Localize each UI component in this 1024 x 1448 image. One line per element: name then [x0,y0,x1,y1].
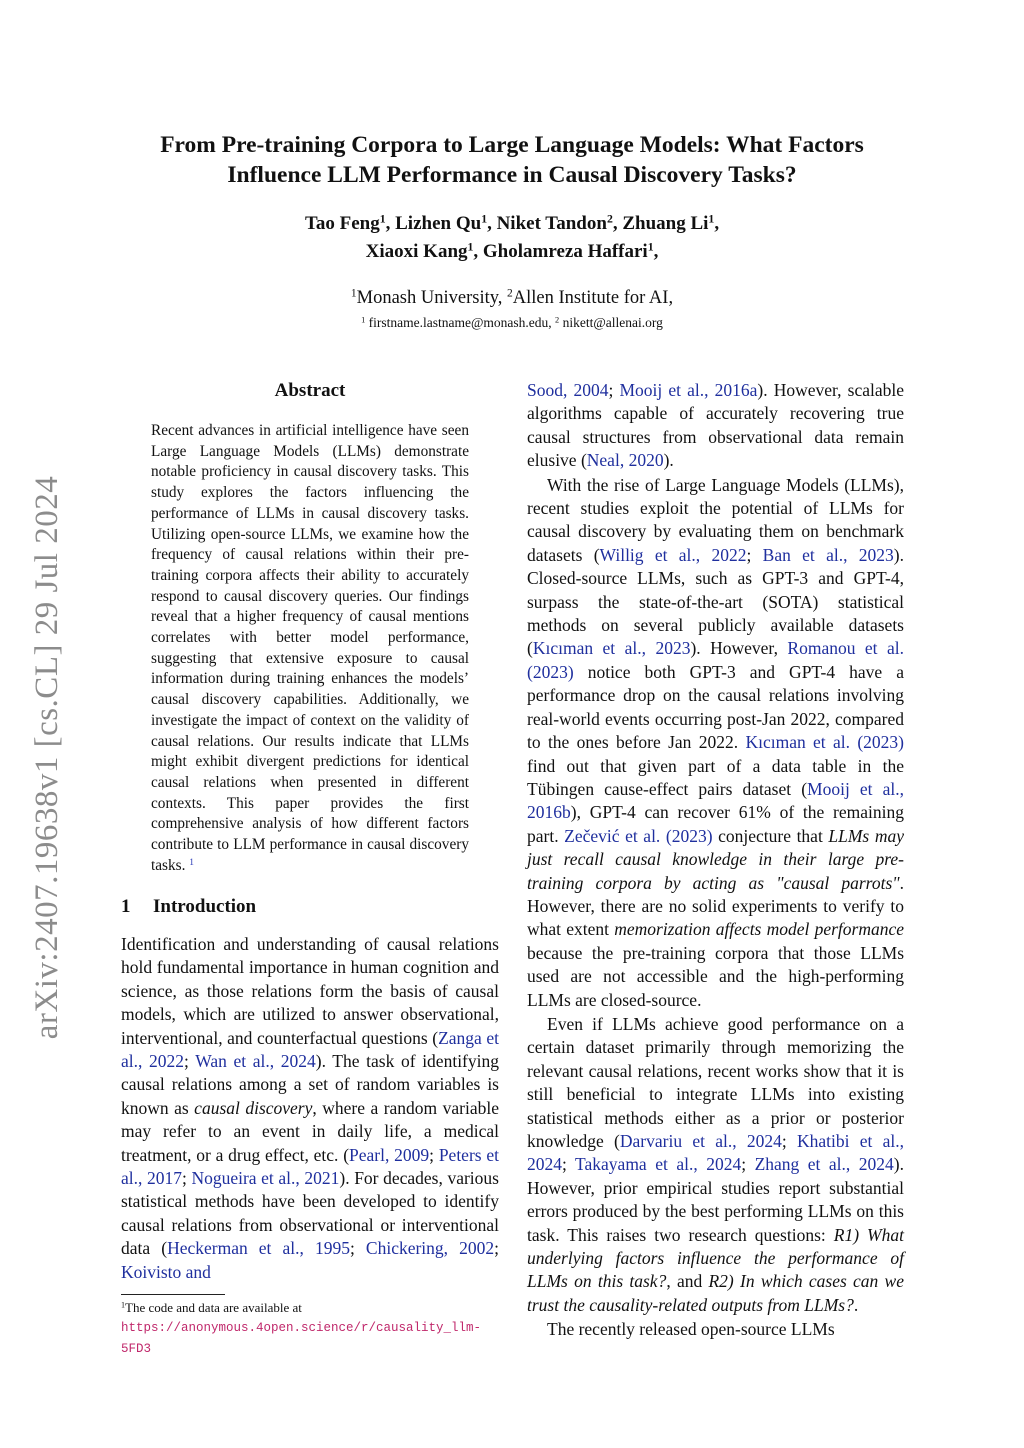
section-heading-introduction [121,894,501,920]
affiliation-1: Monash University, [356,288,508,308]
author-name: Niket Tandon [496,213,607,234]
citation-link[interactable]: Mooij et al., 2016a [619,380,758,400]
body-text: ; [562,1154,576,1175]
abstract-body [151,421,469,876]
body-text: . However, there are no solid experiments to verify to what extent [527,872,904,940]
body-text: ; [429,1144,439,1165]
footnote-text: The code and data are available at [125,1300,302,1315]
email-2: nikett@allenai.org [559,315,663,330]
emphasis-text: causal discovery [194,1097,313,1118]
citation-link[interactable]: Pearl, 2009 [349,1144,430,1165]
author-affil-mark: 1 [647,240,654,254]
author-name: Zhuang Li [622,213,709,234]
body-text: ). For decades, various statistical methods have been developed to identify causal relations from observational or interventional data ( [121,1168,499,1259]
citation-link[interactable]: Willig et al., 2022 [599,544,747,565]
emphasis-text: R1) What underlying factors influence the performance of LLMs on this task? [527,1224,904,1292]
author-affil-mark: 2 [606,212,613,226]
body-text: find out that given part of a data table in the Tübingen cause-effect pairs dataset ( [527,755,904,799]
author-name: Tao Feng [304,213,380,234]
introduction-right-column [527,379,904,1343]
citation-link[interactable]: Nogueira et al., 2021 [191,1168,340,1189]
affiliation-2: Allen Institute for AI, [512,288,674,308]
email-mark: 2 [555,315,560,325]
footnote-url-link[interactable]: https://anonymous.4open.science/r/causality_llm-5FD3 [121,1321,482,1356]
body-text: ; [349,1238,366,1259]
contact-emails [120,313,904,333]
author-affil-mark: 1 [467,240,474,254]
abstract-heading: Abstract [274,380,346,401]
email-1: firstname.lastname@monash.edu, [365,315,556,330]
body-text: Even if LLMs achieve good performance on a certain dataset primarily through memorizing the relevant causal relations, recent works show that it is still beneficial to integrate LLMs into existing statistical methods either as a prior or posterior knowledge ( [527,1013,904,1151]
body-text: . [853,1294,859,1315]
body-text: ). However, [690,638,788,659]
citation-link[interactable]: Khatibi et al., 2024 [527,1131,904,1175]
citation-link[interactable]: Chickering, 2002 [365,1238,495,1259]
emphasis-text: memorization affects model performance [614,919,904,940]
citation-link[interactable]: Wan et al., 2024 [195,1051,316,1072]
section-number: 1 [121,896,131,917]
citation-link[interactable]: Darvariu et al., 2024 [619,1131,782,1151]
body-text: because the pre-training corpora that those LLMs used are not accessible and the high-performing LLMs are closed-source. [527,942,904,1010]
body-text: Identification and understanding of causal relations hold fundamental importance in human cognition and science, as those relations form the basis of causal models, which are utilized to answer observational, interventional, and counterfactual questions ( [121,934,499,1048]
affil-mark: 2 [507,287,513,300]
footnote-rule [121,1294,225,1295]
body-text: ). However, scalable algorithms capable of accurately recovering true causal structures from observational data remain elusive ( [527,380,904,471]
body-text: ). The task of identifying causal relations among a set of random variables is known as [121,1051,499,1118]
paragraph [527,1318,904,1341]
body-text: ). Closed-source LLMs, such as GPT-3 and GPT-4, surpass the state-of-the-art (SOTA) statistical methods on several publicly available datasets ( [527,544,904,659]
citation-link[interactable]: Romanou et al. (2023) [527,638,905,682]
body-text: ), GPT-4 can recover 61% of the remaining part. [527,802,904,846]
citation-link[interactable]: Peters et al., 2017 [121,1144,499,1189]
author-line-1: Tao Feng$^1$, Lizhen Qu$^1$, Niket Tandon$^2$, Zhuang Li$^1$, [304,212,720,234]
arxiv-identifier [28,462,68,1052]
body-text: ; [181,1168,192,1189]
author-affil-mark: 1 [481,212,488,226]
abstract-text: Recent advances in artificial intelligence have seen Large Language Models (LLMs) demonstrate notable proficiency in causal discovery tasks. This study explores the factors influencing the performance of LLMs in causal discovery tasks. Utilizing open-source LLMs, we examine how the frequency of causal relations within their pre-training corpora affects their ability to accurately respond to causal discovery queries. Our findings reveal that a higher frequency of causal mentions correlates with better model performance, suggesting that extensive exposure to causal information during training enhances the models’ causal discovery capabilities. Additionally, we investigate the impact of context on the validity of causal relations. Our results indicate that LLMs might exhibit divergent predictions for identical causal relations when presented in different contexts. This paper provides the first comprehensive analysis of how different factors contribute to LLM performance in causal discovery tasks. [151,422,469,874]
body-text: With the rise of Large Language Models (LLMs), recent studies exploit the potential of LLMs for causal discovery by evaluating them on benchmark datasets ( [527,474,904,565]
body-text: ; [184,1051,196,1072]
paragraph [527,379,904,473]
body-text: ; [781,1131,797,1151]
citation-link[interactable]: Zečević et al. (2023) [564,825,713,846]
citation-link[interactable]: Takayama et al., 2024 [575,1154,742,1175]
citation-link[interactable]: Ban et al., 2023 [762,544,894,565]
body-text: ). However, prior empirical studies report substantial errors produced by the best performing LLMs on this task. This raises two research questions: [527,1154,904,1245]
paper-title [120,130,904,190]
section-title: Introduction [153,896,257,917]
affil-mark: 1 [350,287,357,300]
author-name: Xiaoxi Kang [365,241,468,262]
body-text: conjecture that [712,825,829,846]
citation-link[interactable]: Zhang et al., 2024 [754,1154,894,1175]
arxiv-identifier-text: arXiv:2407.19638v1 [cs.CL] 29 Jul 2024 [29,475,66,1039]
body-text: ; [494,1238,499,1259]
footnote-link[interactable]: 1 [189,857,194,868]
citation-link[interactable]: Mooij et al., 2016b [527,778,904,823]
body-text: ; [608,380,620,400]
author-affil-mark: 1 [379,212,386,226]
citation-link[interactable]: Sood, 2004 [527,380,609,400]
author-list [120,210,904,266]
footnote [121,1298,511,1359]
title-line-1: From Pre-training Corpora to Large Language Models: What Factors [160,132,864,158]
paragraph [527,1013,904,1317]
citation-link[interactable]: Zanga et al., 2022 [121,1027,499,1072]
author-line-2: Xiaoxi Kang$^1$, Gholamreza Haffari$^1$, [365,240,659,262]
introduction-left-column [121,933,499,1284]
citation-link[interactable]: Neal, 2020 [586,450,664,471]
paragraph [527,474,904,1012]
body-text: ; [746,544,763,565]
author-name: Gholamreza Haffari [482,241,648,262]
body-text: ). [663,450,674,471]
body-text: notice both GPT-3 and GPT-4 have a performance drop on the causal relations involving real-world events occurring post-Jan 2022, compared to the ones before Jan 2022. [527,661,904,753]
body-text: The recently released open-source LLMs [547,1319,835,1340]
body-text: , where a random variable may refer to an event in daily life, a medical treatment, or a drug effect, etc. ( [121,1097,499,1165]
affiliations [120,286,904,310]
footnote-mark: 1 [121,1300,126,1310]
emphasis-text: LLMs may just recall causal knowledge in their large pre-training corpora by acting as "causal parrots" [527,825,904,893]
citation-link[interactable]: Kıcıman et al. (2023) [745,732,904,753]
citation-link[interactable]: Kıcıman et al., 2023 [532,638,691,659]
body-text: , and [666,1271,709,1292]
title-line-2: Influence LLM Performance in Causal Discovery Tasks? [227,162,797,188]
emphasis-text: R2) In which cases can we trust the causality-related outputs from LLMs? [527,1271,904,1315]
body-text: ; [741,1154,755,1175]
author-name: Lizhen Qu [395,213,482,234]
email-mark: 1 [361,315,366,325]
citation-link[interactable]: Koivisto and [121,1261,211,1282]
citation-link[interactable]: Heckerman et al., 1995 [167,1238,350,1259]
author-affil-mark: 1 [708,212,715,226]
